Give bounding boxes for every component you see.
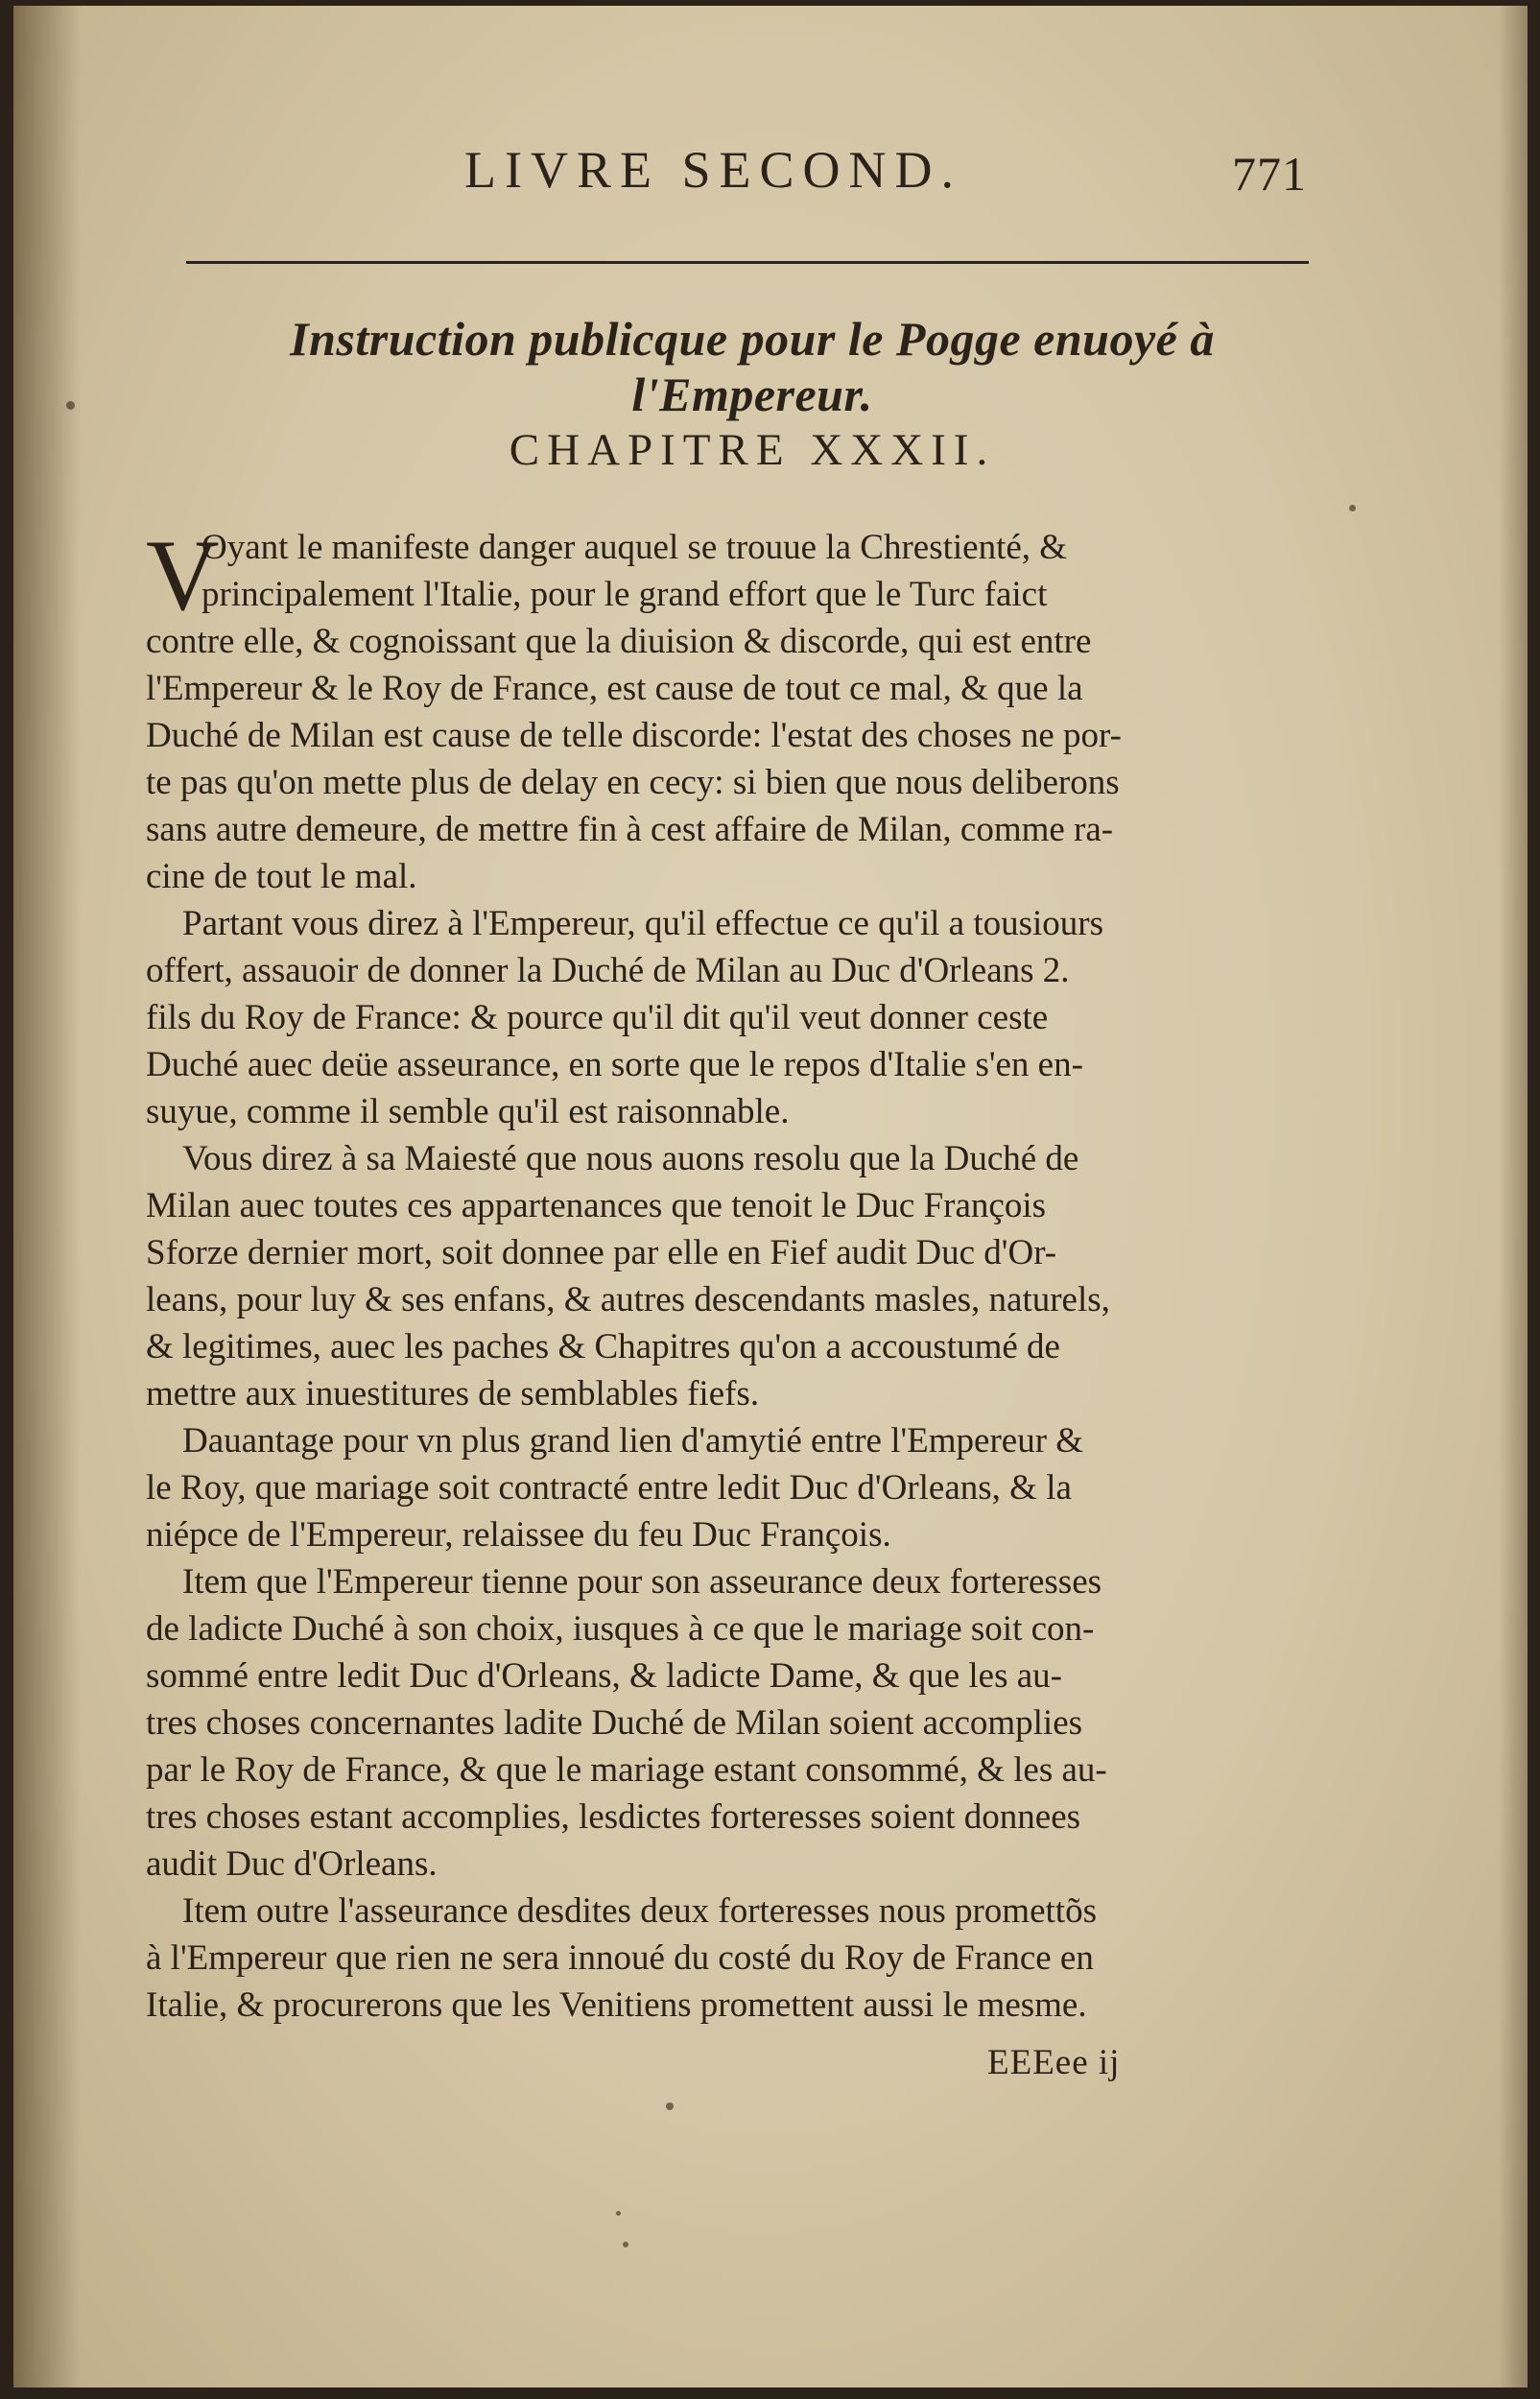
drop-cap: V: [146, 519, 220, 631]
text-line: contre elle, & cognoissant que la diuision & discorde, qui est entre: [146, 622, 1092, 661]
text-line: principalement l'Italie, pour le grand effort que le Turc faict: [201, 575, 1048, 614]
signature-mark: EEEee ij: [987, 2043, 1121, 2082]
text-line: suyue, comme il semble qu'il est raisonnable.: [146, 1092, 790, 1131]
chapter-heading: CHAPITRE XXXII.: [509, 425, 996, 475]
text-line: tres choses concernantes ladite Duché de Milan soient accomplies: [146, 1703, 1083, 1743]
text-line: Milan auec toutes ces appartenances que tenoit le Duc François: [146, 1186, 1047, 1225]
page-number: 771: [1232, 147, 1307, 201]
page-header: [177, 140, 1307, 207]
text-line: sans autre demeure, de mettre fin à cest affaire de Milan, comme ra-: [146, 810, 1114, 849]
text-line: à l'Empereur que rien ne sera innoué du costé du Roy de France en: [146, 1938, 1094, 1978]
text-line: tres choses estant accomplies, lesdictes forteresses soient donnees: [146, 1797, 1081, 1837]
section-title: Instruction publicque pour le Pogge enuoyé à l'Empereur.: [290, 312, 1215, 421]
text-line: Item que l'Empereur tienne pour son asseurance deux forteresses: [182, 1562, 1102, 1602]
text-line: Duché de Milan est cause de telle discorde: l'estat des choses ne por-: [146, 716, 1122, 755]
text-line: audit Duc d'Orleans.: [146, 1844, 438, 1884]
text-line: par le Roy de France, & que le mariage estant consommé, & les au-: [146, 1750, 1107, 1790]
text-line: offert, assauoir de donner la Duché de Milan au Duc d'Orleans 2.: [146, 951, 1070, 990]
text-line: & legitimes, auec les paches & Chapitres qu'on a accoustumé de: [146, 1327, 1060, 1366]
body-text: [146, 519, 1312, 2029]
ink-spot: [616, 2211, 621, 2216]
text-line: mettre aux inuestitures de semblables fiefs.: [146, 1374, 760, 1413]
text-line: Partant vous direz à l'Empereur, qu'il effectue ce qu'il a tousiours: [182, 904, 1103, 943]
ink-spot: [66, 401, 75, 410]
text-line: l'Empereur & le Roy de France, est cause de tout ce mal, & que la: [146, 669, 1083, 708]
ink-spot: [666, 2102, 674, 2110]
text-line: Vous direz à sa Maiesté que nous auons resolu que la Duché de: [182, 1139, 1079, 1178]
text-line: cine de tout le mal.: [146, 857, 417, 896]
text-line: te pas qu'on mette plus de delay en cecy: si bien que nous deliberons: [146, 763, 1120, 802]
text-line: le Roy, que mariage soit contracté entre ledit Duc d'Orleans, & la: [146, 1468, 1072, 1508]
text-line: Item outre l'asseurance desdites deux forteresses nous promettõs: [182, 1891, 1097, 1931]
text-line: Dauantage pour vn plus grand lien d'amytié entre l'Empereur &: [182, 1421, 1084, 1461]
text-line: fils du Roy de France: & pource qu'il dit qu'il veut donner ceste: [146, 998, 1049, 1037]
text-line: Sforze dernier mort, soit donnee par elle en Fief audit Duc d'Or-: [146, 1233, 1057, 1272]
text-line: Italie, & procurerons que les Venitiens promettent aussi le mesme.: [146, 1985, 1087, 2025]
text-line: Duché auec deüe asseurance, en sorte que le repos d'Italie s'en en-: [146, 1045, 1083, 1084]
book-page: [13, 6, 1528, 2387]
text-line: niépce de l'Empereur, relaissee du feu Duc François.: [146, 1515, 891, 1555]
header-rule: [186, 261, 1309, 264]
ink-spot: [1349, 505, 1356, 511]
text-line: leans, pour luy & ses enfans, & autres descendants masles, naturels,: [146, 1280, 1110, 1319]
ink-spot: [623, 2242, 628, 2247]
running-title: LIVRE SECOND.: [464, 141, 962, 199]
text-line: Oyant le manifeste danger auquel se trouue la Chrestienté, &: [201, 528, 1068, 567]
text-line: de ladicte Duché à son choix, iusques à ce que le mariage soit con-: [146, 1609, 1095, 1649]
text-line: sommé entre ledit Duc d'Orleans, & ladicte Dame, & que les au-: [146, 1656, 1062, 1696]
